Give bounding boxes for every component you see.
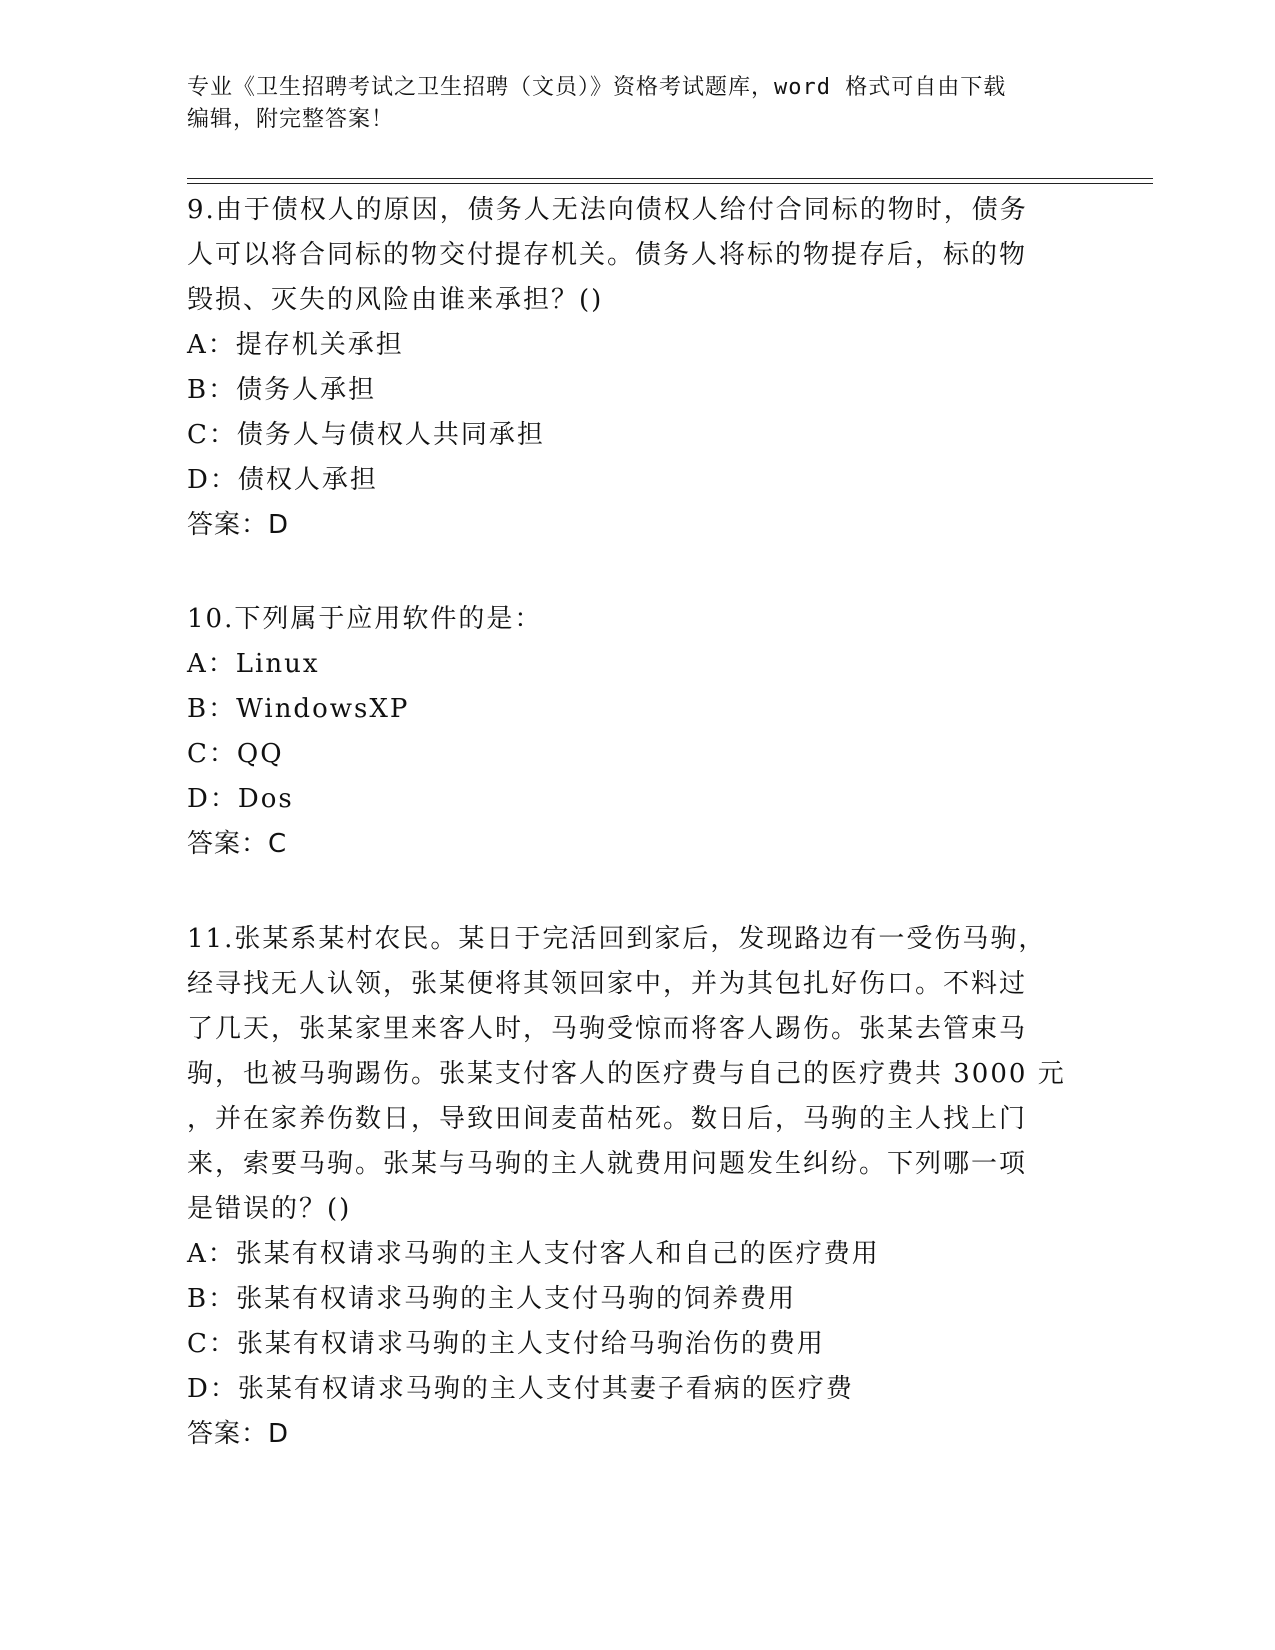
option-c: C：QQ [187,739,284,769]
answer-label: 答案：C [187,829,288,859]
question-stem-line: ，并在家养伤数日，导致田间麦苗枯死。数日后，马驹的主人找上门 [187,1104,1028,1134]
document-header [187,72,1087,136]
answer-label: 答案：D [187,510,290,540]
question-stem-line: 驹，也被马驹踢伤。张某支付客人的医疗费与自己的医疗费共 3000 元 [187,1059,1066,1089]
question-stem-line: 11.张某系某村农民。某日于完活回到家后，发现路边有一受伤马驹， [187,924,1047,954]
question-9 [187,188,1087,548]
option-d: D：张某有权请求马驹的主人支付其妻子看病的医疗费 [187,1374,854,1404]
question-stem-line: 人可以将合同标的物交付提存机关。债务人将标的物提存后，标的物 [187,240,1028,270]
header-line-1: 专业《卫生招聘考试之卫生招聘（文员）》资格考试题库，word 格式可自由下载 [187,75,1007,100]
answer-label: 答案：D [187,1419,290,1449]
option-b: B：WindowsXP [187,694,410,724]
question-stem-line: 毁损、灭失的风险由谁来承担？() [187,285,604,315]
question-11 [187,917,1087,1457]
question-stem-line: 9.由于债权人的原因，债务人无法向债权人给付合同标的物时，债务 [187,195,1028,225]
question-stem-line: 来，索要马驹。张某与马驹的主人就费用问题发生纠纷。下列哪一项 [187,1149,1028,1179]
question-stem-line: 是错误的？() [187,1194,352,1224]
question-stem-line: 10.下列属于应用软件的是： [187,604,543,634]
option-b: B：张某有权请求马驹的主人支付马驹的饲养费用 [187,1284,797,1314]
question-stem-line: 经寻找无人认领，张某便将其领回家中，并为其包扎好伤口。不料过 [187,969,1028,999]
option-d: D：Dos [187,784,294,814]
option-c: C：债务人与债权人共同承担 [187,420,545,450]
option-a: A：Linux [187,649,320,679]
option-d: D：债权人承担 [187,465,378,495]
option-c: C：张某有权请求马驹的主人支付给马驹治伤的费用 [187,1329,825,1359]
question-10 [187,597,1087,867]
option-a: A：提存机关承担 [187,330,404,360]
option-b: B：债务人承担 [187,375,377,405]
header-line-2: 编辑，附完整答案！ [187,107,395,132]
header-divider-top [187,178,1153,179]
option-a: A：张某有权请求马驹的主人支付客人和自己的医疗费用 [187,1239,880,1269]
question-stem-line: 了几天，张某家里来客人时，马驹受惊而将客人踢伤。张某去管束马 [187,1014,1028,1044]
header-divider-bottom [187,183,1153,184]
